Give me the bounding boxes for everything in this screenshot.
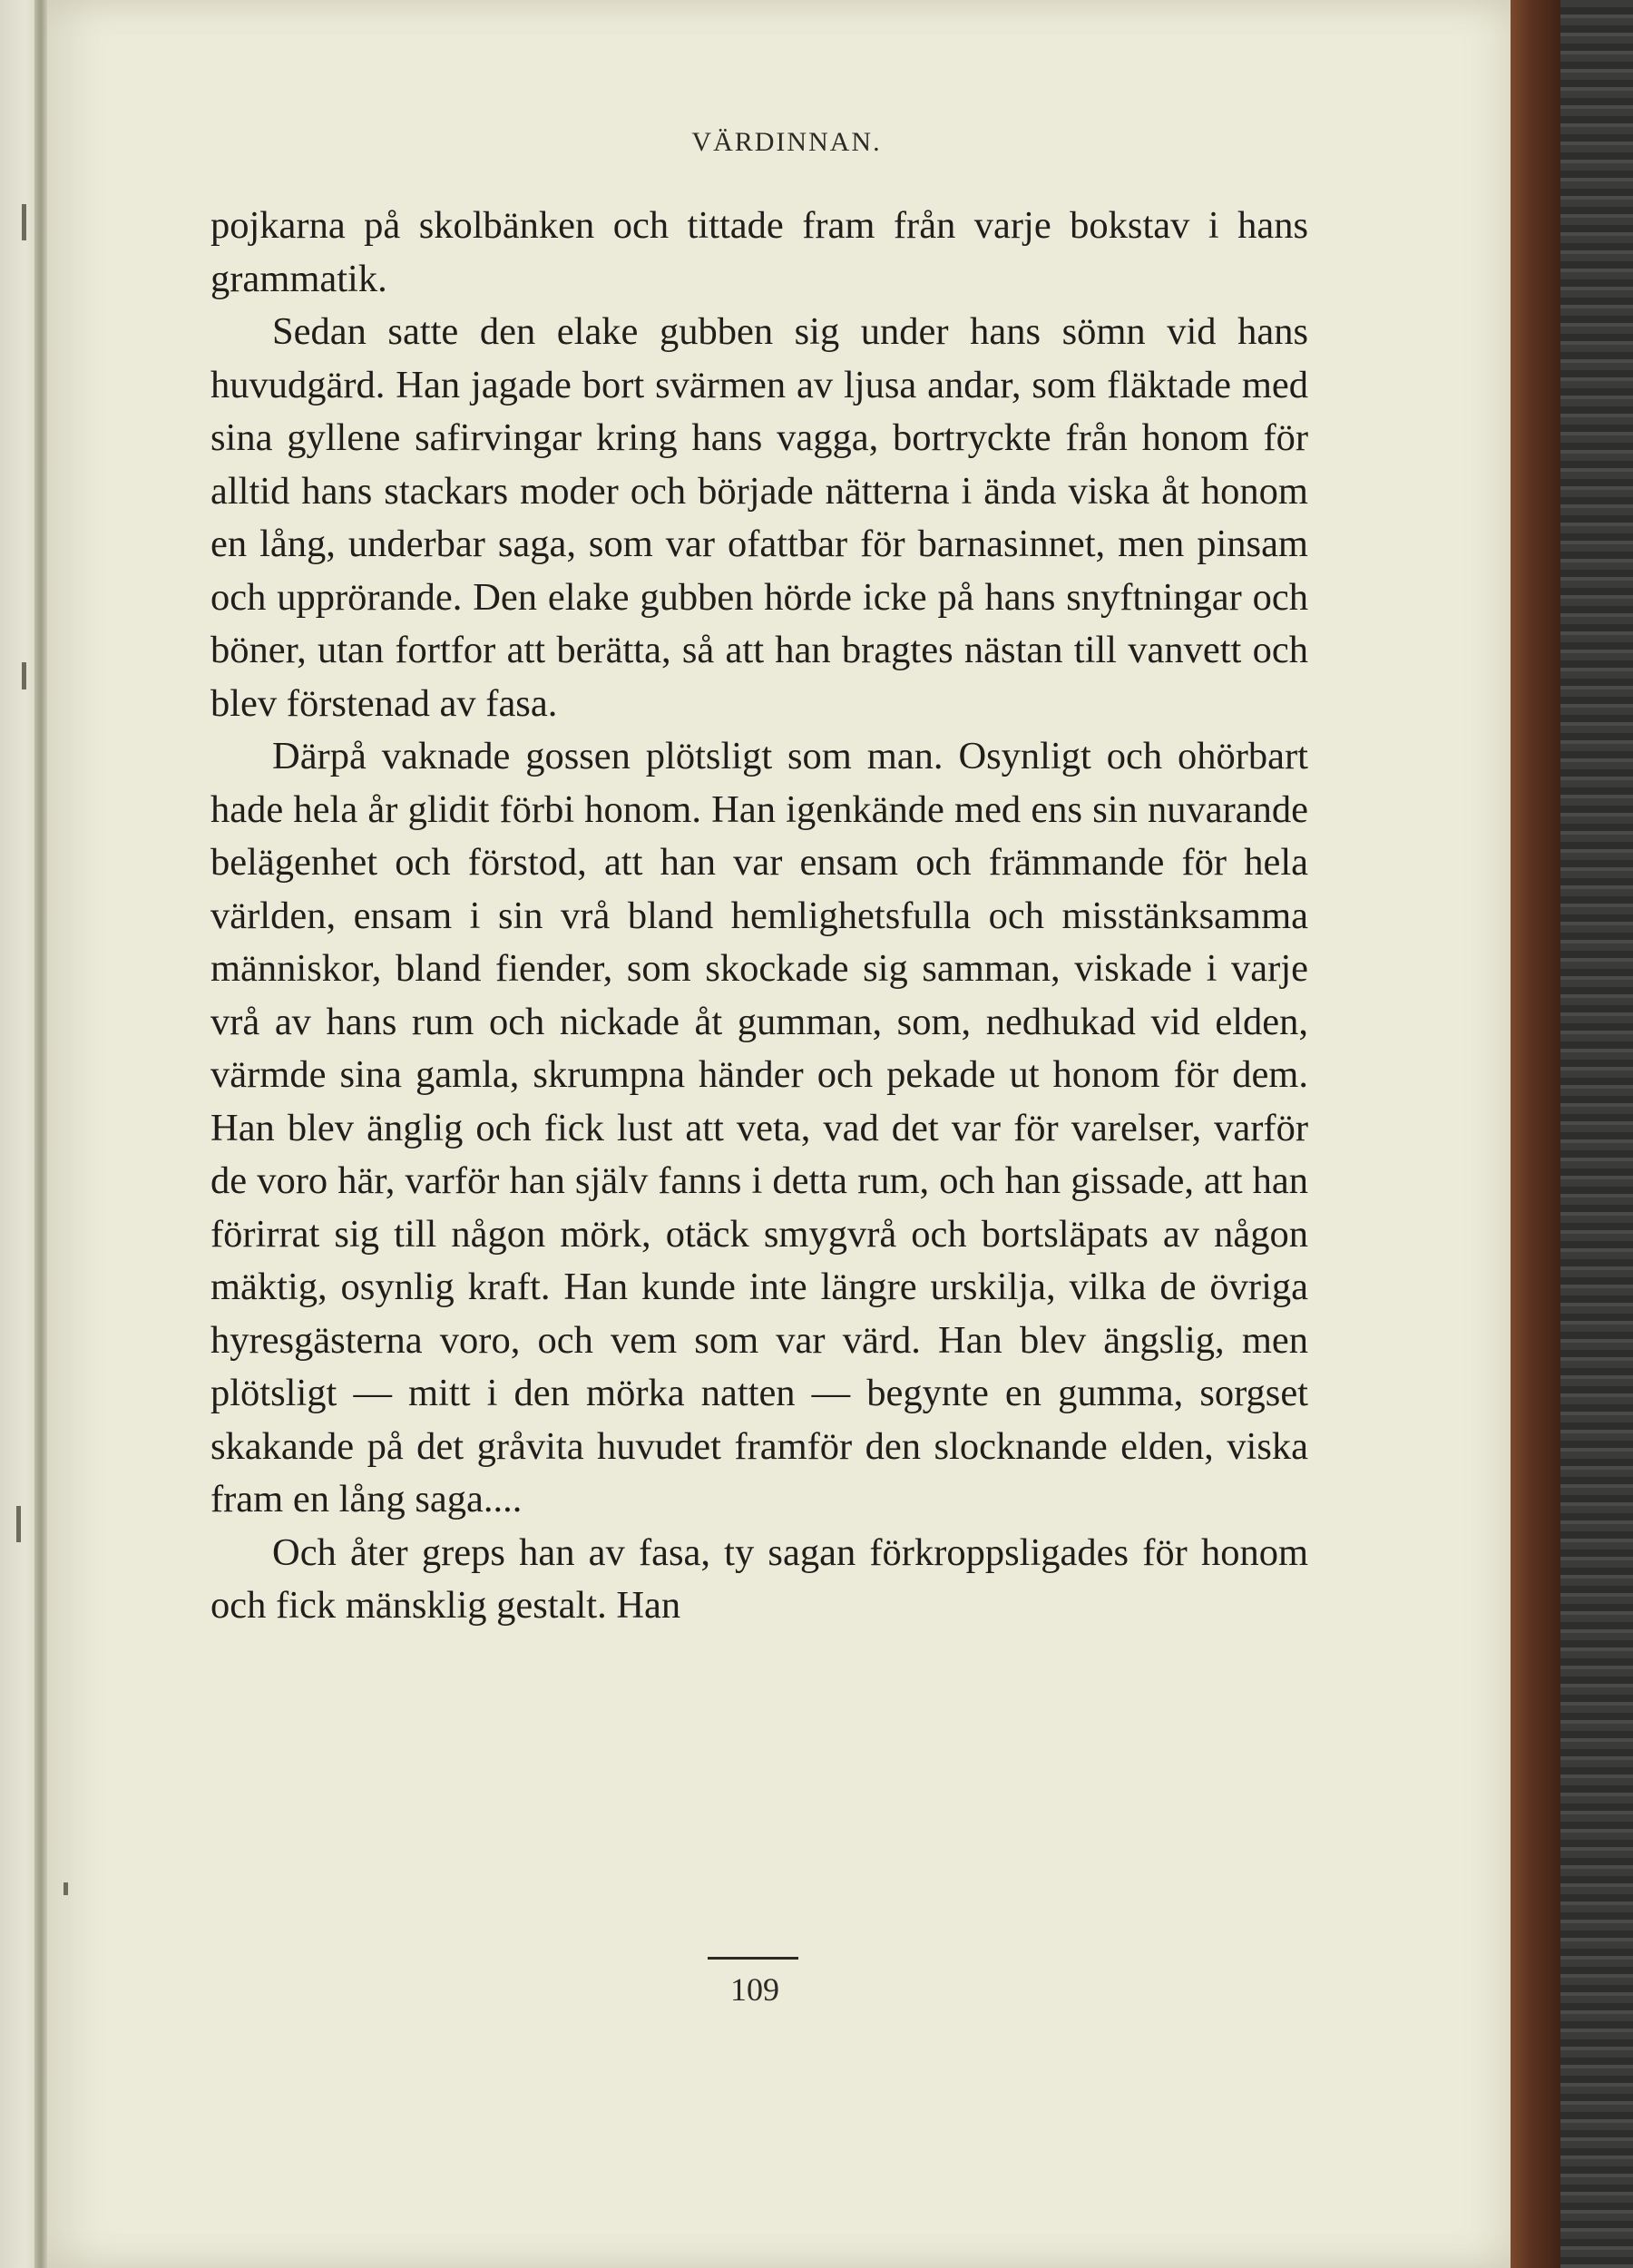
body-text — [210, 200, 1308, 1633]
book-gutter — [34, 0, 47, 2268]
paragraph-2: Sedan satte den elake gubben sig under hans sömn vid hans huvudgärd. Han jagade bort svärmen av ljusa andar, som fläktade med sina gyllene safirvingar kring hans vagga, bortryckte från honom för alltid hans stackars moder och började nätterna i ända viska åt honom en lång, underbar saga, som var ofattbar för barnasinnet, men pinsam och upprörande. Den elake gubben hörde icke på hans snyftningar och böner, utan fortfor att berätta, så att han bragtes nästan till vanvett och blev förstenad av fasa. — [210, 310, 1308, 725]
folio-rule — [708, 1957, 798, 1960]
margin-mark — [16, 1506, 21, 1542]
margin-mark — [22, 204, 26, 240]
book-cover-edge — [1511, 0, 1560, 2268]
page-number: 109 — [730, 1971, 779, 2008]
book-page — [47, 0, 1526, 2268]
paragraph-3: Därpå vaknade gossen plötsligt som man. Osynligt och ohörbart hade hela år glidit förbi honom. Han igenkände med ens sin nuvarande belägenhet och förstod, att han var ensam och främmande för hela världen, ensam i sin vrå bland hemlighetsfulla och misstänksamma människor, bland fiender, som skockade sig samman, viskade i varje vrå av hans rum och nickade åt gumman, som, nedhukad vid elden, värmde sina gamla, skrumpna händer och pekade ut honom för dem. Han blev änglig och fick lust att veta, vad det var för varelser, varför de voro här, varför han själv fanns i detta rum, och han gissade, att han förirrat sig till någon mörk, otäck smygvrå och bortsläpats av någon mäktig, osynlig kraft. Han kunde inte längre urskilja, vilka de övriga hyresgästerna voro, och vem som var värd. Han blev ängslig, men plötsligt — mitt i den mörka natten — begynte en gumma, sorgset skakande på det gråvita huvudet framför den slocknande elden, viska fram en lång saga.... — [210, 735, 1308, 1520]
background-surface — [1560, 0, 1633, 2268]
paragraph-4: Och åter greps han av fasa, ty sagan förkroppsligades för honom och fick mänsklig gestalt. Han — [210, 1530, 1308, 1627]
margin-mark — [22, 662, 26, 689]
running-head: VÄRDINNAN. — [691, 127, 882, 157]
paragraph-1: pojkarna på skolbänken och tittade fram från varje bokstav i hans grammatik. — [210, 204, 1308, 300]
margin-mark — [64, 1882, 68, 1895]
